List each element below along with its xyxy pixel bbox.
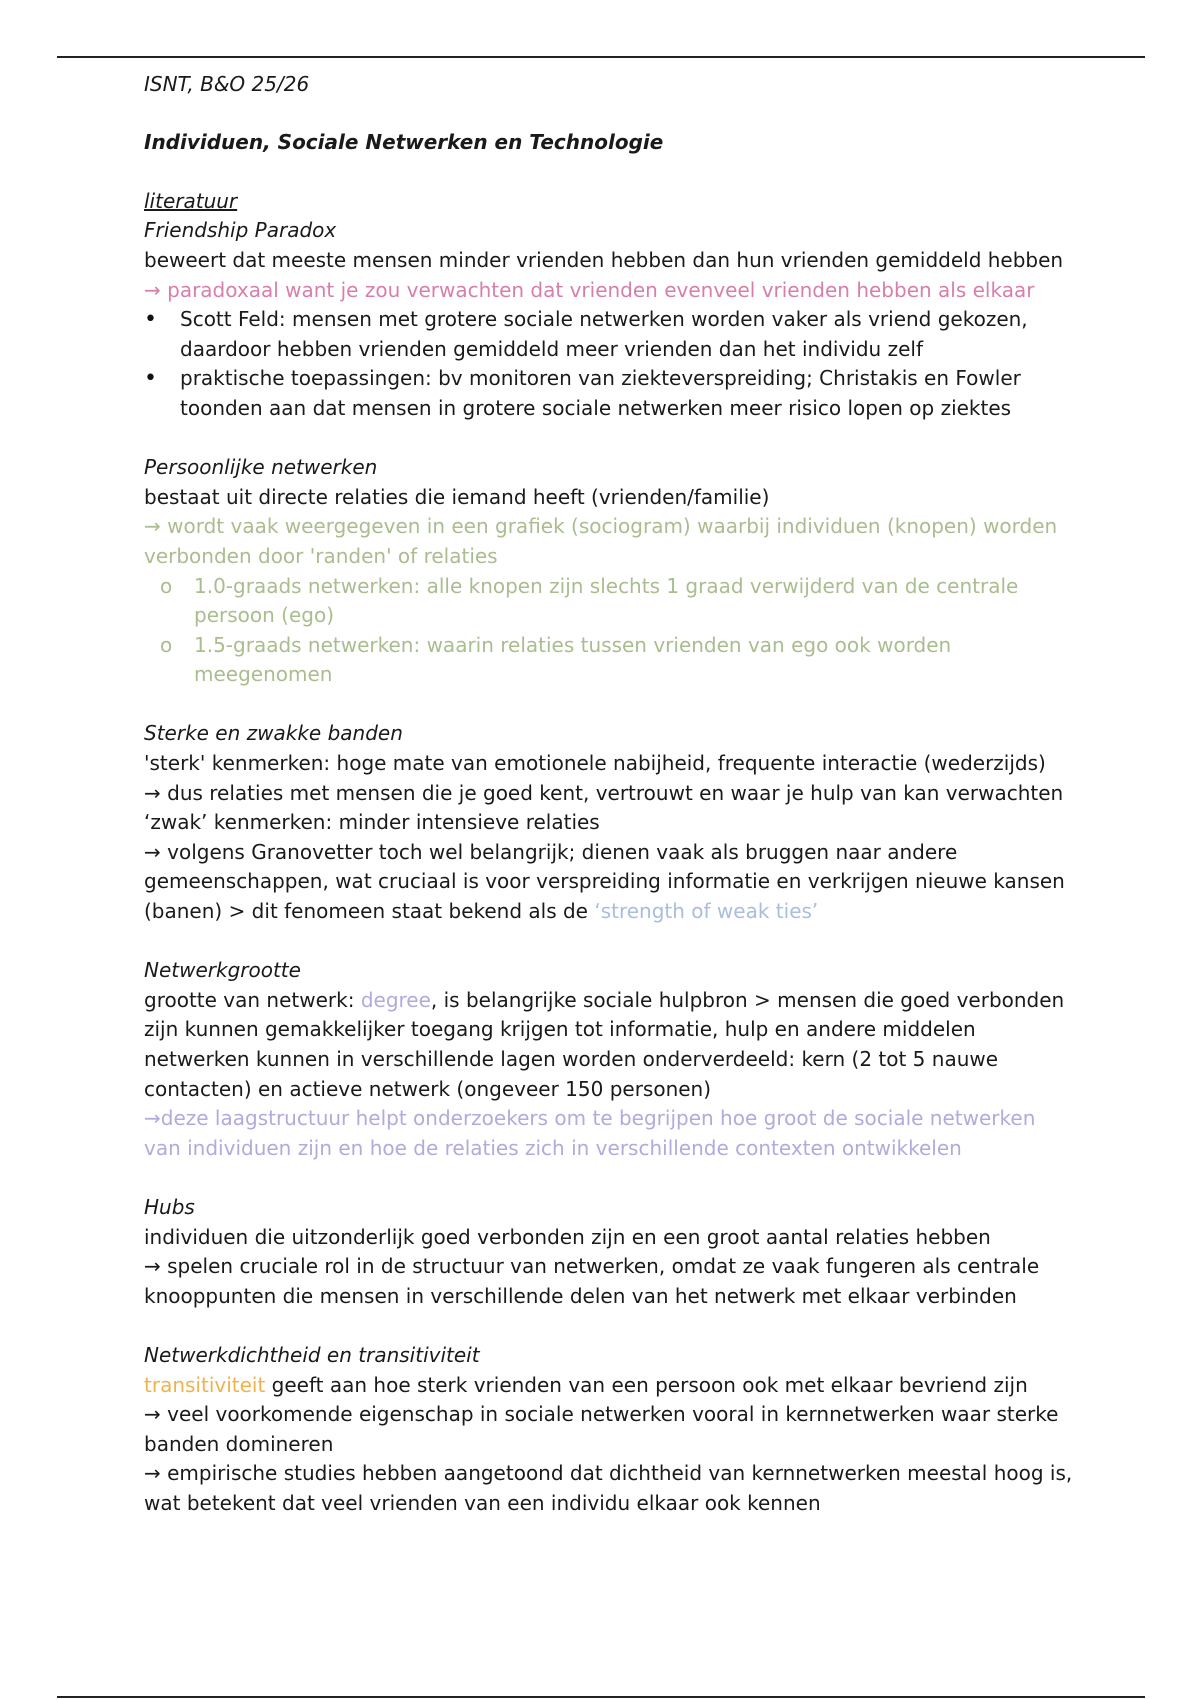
sub-list [144,572,1074,690]
paragraph: individuen die uitzonderlijk goed verbonden zijn en een groot aantal relaties hebben [144,1224,991,1249]
section-heading: Netwerkgrootte [144,958,301,983]
document-page [144,70,1074,1519]
arrow-right-icon: → [144,1254,161,1279]
arrow-right-icon: → [144,514,161,539]
course-header: ISNT, B&O 25/26 [144,72,310,96]
paragraph [144,838,1074,927]
section-heading: Friendship Paradox [144,218,337,243]
paragraph [144,986,1074,1045]
paragraph-text: geeft aan hoe sterk vrienden van een persoon ook met elkaar bevriend zijn [271,1372,1028,1397]
highlight-term: ‘strength of weak ties’ [594,899,819,924]
section-sterke-zwakke-banden [144,719,1074,926]
arrow-right-icon: → [144,839,161,864]
paragraph [144,1400,1074,1459]
section-heading: Sterke en zwakke banden [144,721,403,746]
section-friendship-paradox [144,216,1074,423]
note-text: paradoxaal want je zou verwachten dat vrienden evenveel vrienden hebben als elkaar [167,277,1035,302]
highlight-note [144,1104,1074,1163]
paragraph-text: spelen cruciale rol in de structuur van netwerken, omdat ze vaak fungeren als centrale knooppunten die mensen in verschillende delen van het netwerk met elkaar verbinden [144,1254,1040,1308]
footer-rule [57,1696,1145,1698]
paragraph-text: , is belangrijke sociale hulpbron > mensen die goed verbonden zijn kunnen gemakkelijker toegang krijgen tot informatie, hulp en andere middelen [144,987,1065,1042]
highlight-term: transitiviteit [144,1372,266,1397]
paragraph-text: empirische studies hebben aangetoond dat dichtheid van kernnetwerken meestal hoog is, wat betekent dat veel vrienden van een individu elkaar ook kennen [144,1461,1073,1515]
paragraph [144,1252,1074,1311]
section-hubs [144,1193,1074,1311]
section-heading: Netwerkdichtheid en transitiviteit [144,1342,480,1367]
section-netwerkdichtheid [144,1341,1074,1519]
paragraph-text: veel voorkomende eigenschap in sociale netwerken vooral in kernnetwerken waar sterke banden domineren [144,1402,1059,1456]
section-netwerkgrootte [144,956,1074,1163]
paragraph [144,779,1074,809]
paragraph: netwerken kunnen in verschillende lagen worden onderverdeeld: kern (2 tot 5 nauwe contacten) en actieve netwerk (ongeveer 150 personen) [144,1047,999,1101]
highlight-note [144,512,1074,571]
note-text: deze laagstructuur helpt onderzoekers om te begrijpen hoe groot de sociale netwerken van individuen zijn en hoe de relaties zich in verschillende contexten ontwikkelen [144,1106,1036,1160]
paragraph-text: dus relaties met mensen die je goed kent, vertrouwt en waar je hulp van kan verwachten [167,780,1064,805]
header-rule [57,56,1145,58]
note-text: wordt vaak weergegeven in een grafiek (sociogram) waarbij individuen (knopen) worden verbonden door 'randen' of relaties [144,514,1058,568]
highlight-note [144,276,1074,306]
section-heading: Hubs [144,1194,195,1219]
paragraph [144,1459,1074,1518]
list-item: • praktische toepassingen: bv monitoren van ziekteverspreiding; Christakis en Fowler toonden aan dat mensen in grotere sociale netwerken meer risico lopen op ziektes [144,364,1074,423]
arrow-right-icon: → [144,780,161,805]
section-persoonlijke-netwerken [144,453,1074,690]
section-heading: Persoonlijke netwerken [144,455,378,480]
paragraph-text: volgens Granovetter toch wel belangrijk; dienen vaak als bruggen naar andere gemeenschappen, wat cruciaal is voor verspreiding informatie en verkrijgen nieuwe kansen (banen) > dit fenomeen staat bekend als de [144,839,1065,924]
document-title: Individuen, Sociale Netwerken en Technologie [144,129,664,154]
paragraph: 'sterk' kenmerken: hoge mate van emotionele nabijheid, frequente interactie (wederzijds) [144,751,1046,776]
highlight-term: degree [360,987,431,1012]
section-label-literatuur: literatuur [144,188,238,213]
arrow-right-icon: → [144,1461,161,1486]
arrow-right-icon: → [144,277,161,302]
list-item: • Scott Feld: mensen met grotere sociale netwerken worden vaker als vriend gekozen, daardoor hebben vrienden gemiddeld meer vrienden dan het individu zelf [144,305,1074,364]
list-item: o 1.0-graads netwerken: alle knopen zijn slechts 1 graad verwijderd van de centrale persoon (ego) [144,572,1074,631]
arrow-right-icon: → [144,1402,161,1427]
bullet-list [144,305,1074,423]
paragraph: ‘zwak’ kenmerken: minder intensieve relaties [144,810,600,835]
paragraph [144,1371,1074,1401]
paragraph: beweert dat meeste mensen minder vrienden hebben dan hun vrienden gemiddeld hebben [144,247,1064,272]
paragraph: bestaat uit directe relaties die iemand heeft (vrienden/familie) [144,484,770,509]
arrow-right-icon: → [144,1106,161,1131]
paragraph-text: grootte van netwerk: [144,987,355,1012]
list-item: o 1.5-graads netwerken: waarin relaties tussen vrienden van ego ook worden meegenomen [144,631,1074,690]
